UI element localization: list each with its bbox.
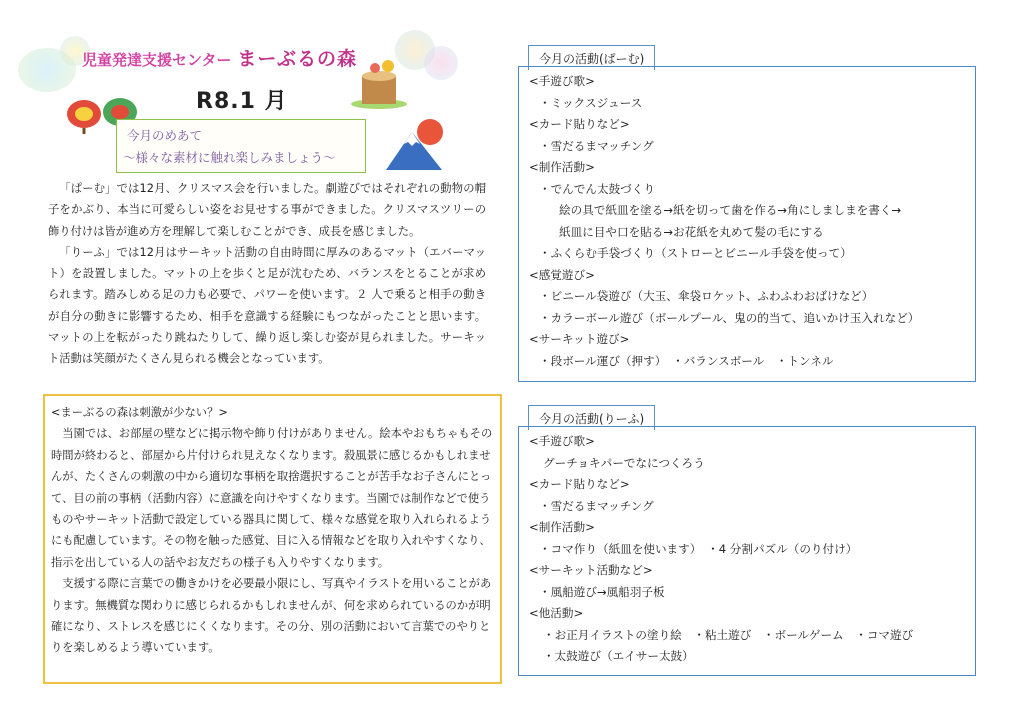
activity-line: <手遊び歌>	[529, 434, 595, 448]
activity-line: ・太鼓遊び（エイサー太鼓）	[543, 649, 694, 663]
activity-line: ・コマ作り（紙皿を使います） ・4 分割パズル（のり付け）	[539, 541, 858, 556]
activity-line: グーチョキパーでなにつくろう	[543, 455, 705, 470]
activity-line: ・お正月イラストの塗り絵 ・粘土遊び ・ボールゲーム ・コマ遊び	[543, 627, 914, 642]
activity-line: ・ビニール袋遊び（大玉、傘袋ロケット、ふわふわおばけなど）	[539, 289, 874, 303]
palm-activities-tab: 今月の活動(ぱーむ)	[528, 45, 655, 70]
activity-line: <カード貼りなど>	[529, 117, 630, 131]
activity-line: ・ミックスジュース	[539, 95, 643, 110]
report-paragraph-leaf: 「りーふ」では12月はサーキット活動の自由時間に厚みのあるマット（エバーマット）を設置しました。マットの上を歩くと足が沈むため、バランスをとることが求められます。踏みしめる足の力も必要で、パワーを使います。２ 人で乗ると相手の動きが自分の動きに影響するため、相手を意識する経験にもつながったことと思います。マットの上を転がったり跳ねたりして、繰り返し楽しむ姿が見られました。サーキット活動は笑顔がたくさん見られる機会となっています。	[48, 245, 486, 366]
activity-line: <カード貼りなど>	[529, 477, 630, 491]
main-report-text	[48, 178, 486, 370]
activity-line: <サーキット活動など>	[529, 563, 653, 577]
activity-line: ・ふくらむ手袋づくり（ストローとビニール手袋を使って）	[539, 246, 852, 260]
note-paragraph: 当園では、お部屋の壁などに掲示物や飾り付けがありません。絵本やおもちゃもその時間が終わると、部屋から片付けられ見えなくなります。殺風景に感じるかもしれませんが、たくさんの刺激の中から適切な事柄を取捨選択することが苦手なお子さんにとって、目の前の事柄（活動内容）に意識を向けやすくなります。当園では制作などで使うものやサーキット活動で設定している器具に関して、様々な感覚を取り入れられるようにも配慮しています。その物を触った感覚、目に入る情報などを取り入れやすくなり、指示を出している人の話やお友だちの様子も入りやすくなります。	[51, 427, 493, 569]
report-paragraph-palm: 「ぱーむ」では12月、クリスマス会を行いました。劇遊びではそれぞれの動物の帽子をかぶり、本当に可愛らしい姿をお見せする事ができました。クリスマスツリーの飾り付けは皆が進め方を理解して楽しむことができ、成長を感じました。	[48, 182, 486, 238]
activity-line: ・風船遊び→風船羽子板	[539, 584, 665, 599]
activity-line: ・カラーボール遊び（ボールプール、鬼の的当て、追いかけ玉入れなど）	[539, 310, 920, 325]
decor-bubble	[424, 46, 458, 80]
activity-line: ・雪だるまマッチング	[539, 138, 654, 153]
activity-line: 絵の具で紙皿を塗る→紙を切って歯を作る→角にしましまを書く→	[559, 203, 902, 217]
activity-line: <手遊び歌>	[529, 74, 595, 88]
monthly-goal-box	[116, 119, 366, 173]
palm-activities-panel	[518, 66, 976, 382]
issue-date: R8.1 月	[196, 89, 288, 114]
activity-line: <制作活動>	[529, 160, 595, 174]
activity-line: <他活動>	[529, 606, 584, 620]
activity-line: ・段ボール運び（押す） ・バランスボール ・トンネル	[539, 353, 834, 368]
activity-line: ・雪だるまマッチング	[539, 498, 654, 513]
activity-line: <感覚遊び>	[529, 267, 595, 282]
mount-fuji-illustration	[382, 118, 448, 170]
activity-line: <サーキット遊び>	[529, 332, 630, 346]
goal-text: ～様々な素材に触れ楽しみましょう～	[123, 150, 336, 165]
org-title	[82, 44, 357, 71]
stimulus-note-box	[43, 394, 502, 684]
leaf-activities-tab: 今月の活動(りーふ)	[528, 405, 655, 430]
activity-line: ・でんでん太鼓づくり	[539, 181, 655, 196]
stump-illustration	[348, 56, 410, 110]
goal-label: 今月のめあて	[127, 128, 203, 143]
activity-line: <制作活動>	[529, 520, 595, 534]
activity-line: 紙皿に目や口を貼る→お花紙を丸めて髪の毛にする	[559, 224, 824, 239]
leaf-activities-panel	[518, 426, 976, 676]
note-title: <まーぶるの森は刺激が少ない？>	[51, 406, 228, 419]
org-name: まーぶるの森	[237, 48, 358, 70]
note-paragraph: 支援する際に言葉での働きかけを必要最小限にし、写真やイラストを用いることがあります。無機質な関わりに感じられるかもしれませんが、何を求められているのかが明確になり、ストレスを感じにくくなります。その分、別の活動において言葉でのやりとりを楽しめるよう導いています。	[51, 577, 492, 655]
org-subtitle: 児童発達支援センター	[82, 51, 232, 69]
